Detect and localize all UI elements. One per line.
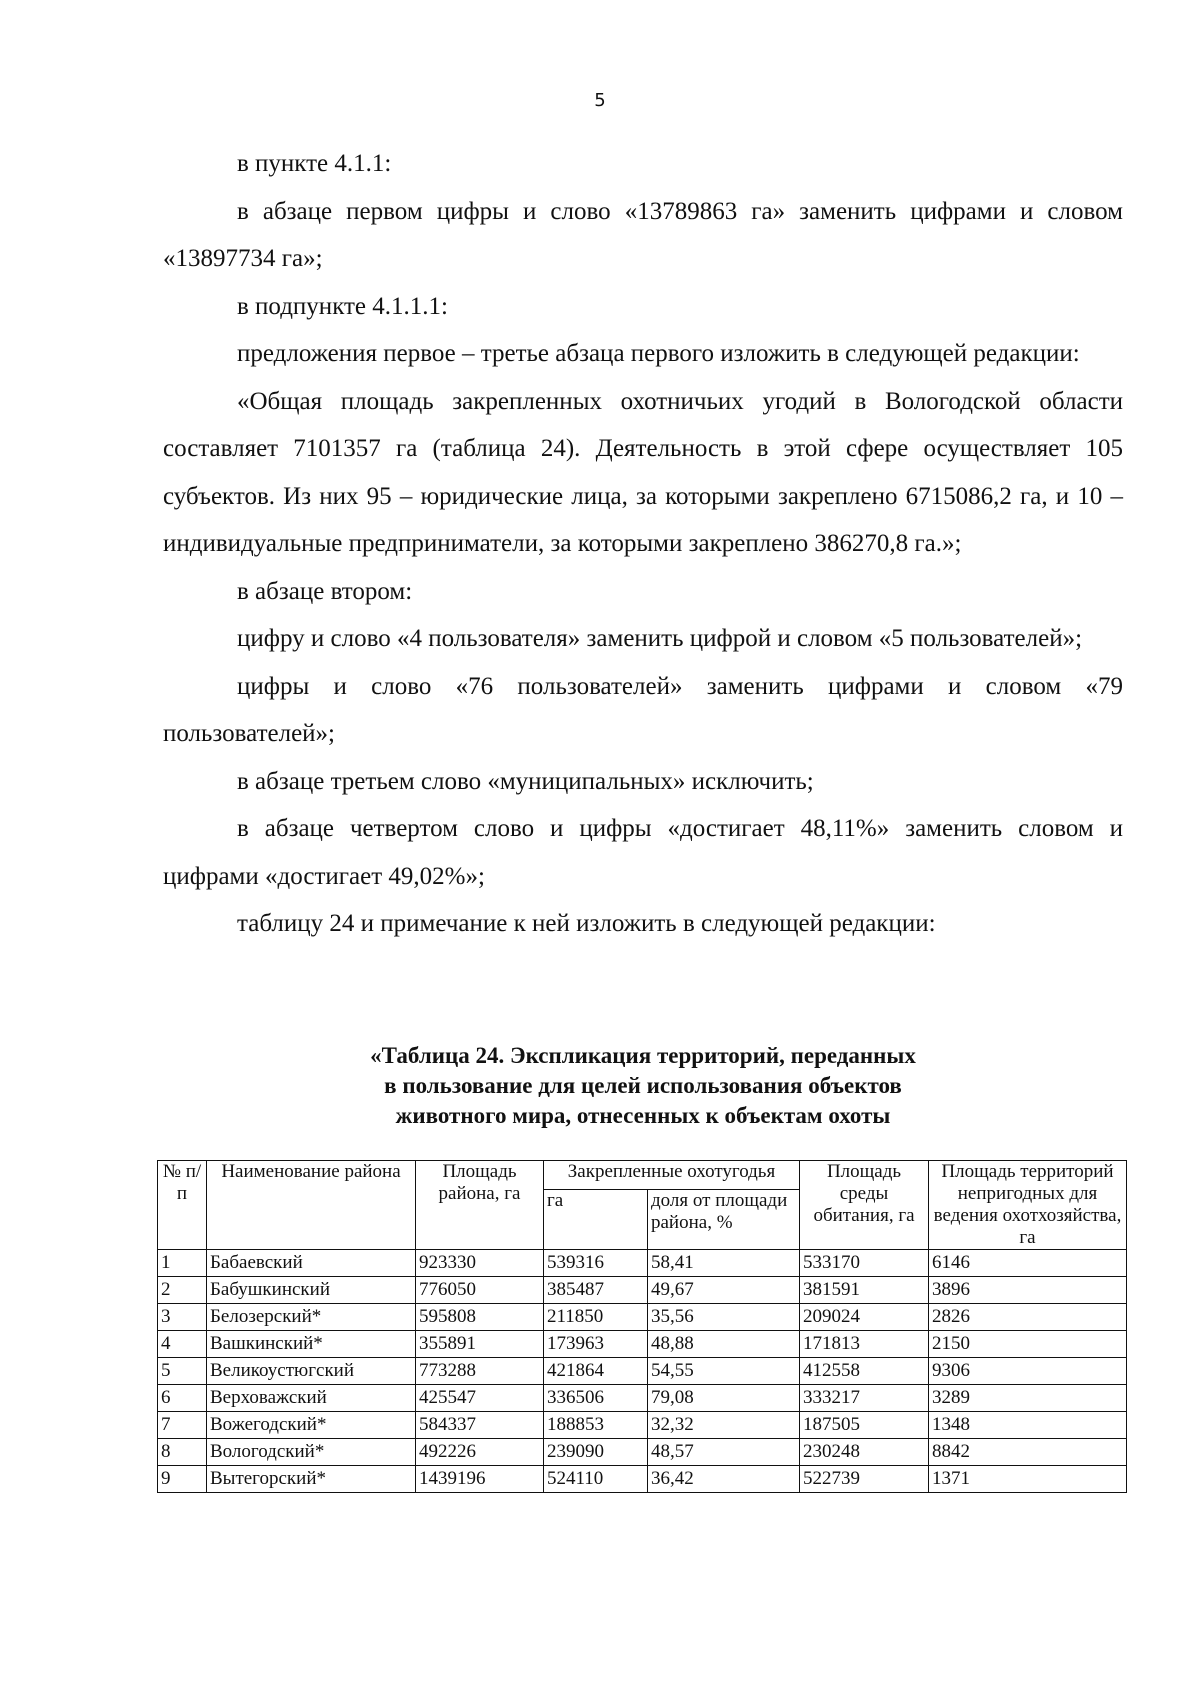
paragraph: цифру и слово «4 пользователя» заменить цифрой и словом «5 пользователей»;	[237, 625, 1083, 652]
explication-table	[157, 1160, 1127, 1493]
cell-district-area: 773288	[416, 1358, 544, 1385]
table-row	[158, 1358, 1127, 1385]
table-row	[158, 1385, 1127, 1412]
cell-assigned-ha: 173963	[544, 1331, 648, 1358]
cell-num: 2	[158, 1277, 207, 1304]
paragraph: предложения первое – третье абзаца первого изложить в следующей редакции:	[237, 340, 1080, 367]
paragraph: в абзаце первом цифры и слово «13789863 га» заменить цифрами и словом «13897734 га»;	[163, 197, 1123, 272]
header-assigned-share: доля от площади района, %	[648, 1190, 800, 1250]
cell-assigned-share: 35,56	[648, 1304, 800, 1331]
cell-assigned-ha: 421864	[544, 1358, 648, 1385]
cell-assigned-share: 79,08	[648, 1385, 800, 1412]
cell-district-name: Бабаевский	[207, 1250, 416, 1277]
cell-num: 8	[158, 1439, 207, 1466]
cell-num: 1	[158, 1250, 207, 1277]
cell-district-name: Вожегодский*	[207, 1412, 416, 1439]
paragraph: цифры и слово «76 пользователей» заменить цифрами и словом «79 пользователей»;	[163, 672, 1123, 747]
cell-district-name: Верховажский	[207, 1385, 416, 1412]
cell-assigned-ha: 188853	[544, 1412, 648, 1439]
cell-unsuitable-area: 9306	[929, 1358, 1127, 1385]
cell-unsuitable-area: 2150	[929, 1331, 1127, 1358]
cell-num: 7	[158, 1412, 207, 1439]
header-assigned-lands: Закрепленные охотугодья	[544, 1161, 800, 1190]
paragraph: в пункте 4.1.1:	[237, 150, 392, 177]
cell-assigned-ha: 524110	[544, 1466, 648, 1493]
cell-assigned-share: 36,42	[648, 1466, 800, 1493]
cell-habitat-area: 209024	[800, 1304, 929, 1331]
cell-unsuitable-area: 1348	[929, 1412, 1127, 1439]
table-caption	[163, 1041, 1123, 1131]
cell-district-name: Бабушкинский	[207, 1277, 416, 1304]
header-habitat-area: Площадь среды обитания, га	[800, 1161, 929, 1250]
cell-habitat-area: 230248	[800, 1439, 929, 1466]
cell-district-name: Вытегорский*	[207, 1466, 416, 1493]
header-district-name: Наименование района	[207, 1161, 416, 1250]
cell-habitat-area: 533170	[800, 1250, 929, 1277]
cell-habitat-area: 171813	[800, 1331, 929, 1358]
cell-num: 6	[158, 1385, 207, 1412]
header-num: № п/п	[158, 1161, 207, 1250]
document-body	[163, 140, 1123, 948]
cell-district-area: 776050	[416, 1277, 544, 1304]
cell-num: 5	[158, 1358, 207, 1385]
cell-assigned-share: 48,88	[648, 1331, 800, 1358]
cell-unsuitable-area: 3896	[929, 1277, 1127, 1304]
cell-assigned-ha: 385487	[544, 1277, 648, 1304]
cell-district-area: 492226	[416, 1439, 544, 1466]
cell-num: 9	[158, 1466, 207, 1493]
cell-district-name: Вашкинский*	[207, 1331, 416, 1358]
cell-assigned-share: 58,41	[648, 1250, 800, 1277]
header-district-area: Площадь района, га	[416, 1161, 544, 1250]
cell-assigned-share: 54,55	[648, 1358, 800, 1385]
cell-assigned-share: 32,32	[648, 1412, 800, 1439]
cell-assigned-ha: 211850	[544, 1304, 648, 1331]
cell-district-area: 595808	[416, 1304, 544, 1331]
table-caption-line: в пользование для целей использования объектов	[384, 1073, 902, 1098]
cell-district-area: 923330	[416, 1250, 544, 1277]
cell-unsuitable-area: 2826	[929, 1304, 1127, 1331]
cell-district-area: 584337	[416, 1412, 544, 1439]
table-row	[158, 1250, 1127, 1277]
cell-district-area: 1439196	[416, 1466, 544, 1493]
paragraph: в абзаце втором:	[237, 577, 413, 605]
table-row	[158, 1466, 1127, 1493]
cell-assigned-share: 48,57	[648, 1439, 800, 1466]
table-caption-line: «Таблица 24. Экспликация территорий, переданных	[370, 1043, 916, 1068]
table-row	[158, 1304, 1127, 1331]
paragraph: в абзаце третьем слово «муниципальных» исключить;	[237, 767, 814, 795]
cell-assigned-share: 49,67	[648, 1277, 800, 1304]
table-row	[158, 1331, 1127, 1358]
cell-habitat-area: 187505	[800, 1412, 929, 1439]
page-number: 5	[594, 90, 606, 111]
header-unsuitable-area: Площадь территорий непригодных для ведения охотхозяйства, га	[929, 1161, 1127, 1250]
cell-unsuitable-area: 3289	[929, 1385, 1127, 1412]
cell-district-name: Белозерский*	[207, 1304, 416, 1331]
cell-district-name: Вологодский*	[207, 1439, 416, 1466]
paragraph: «Общая площадь закрепленных охотничьих угодий в Вологодской области составляет 7101357 га (таблица 24). Деятельность в этой сфере осуществляет 105 субъектов. Из них 95 – юридические лица, за которыми закреплено 6715086,2 га, и 10 – индивидуальные предприниматели, за которыми закреплено 386270,8 га.»;	[163, 387, 1123, 557]
cell-habitat-area: 381591	[800, 1277, 929, 1304]
paragraph: в подпункте 4.1.1.1:	[237, 292, 448, 320]
cell-unsuitable-area: 1371	[929, 1466, 1127, 1493]
table-row	[158, 1439, 1127, 1466]
cell-unsuitable-area: 8842	[929, 1439, 1127, 1466]
cell-habitat-area: 412558	[800, 1358, 929, 1385]
cell-district-name: Великоустюгский	[207, 1358, 416, 1385]
table-caption-line: животного мира, отнесенных к объектам охоты	[395, 1103, 891, 1128]
cell-unsuitable-area: 6146	[929, 1250, 1127, 1277]
cell-num: 4	[158, 1331, 207, 1358]
cell-num: 3	[158, 1304, 207, 1331]
cell-habitat-area: 333217	[800, 1385, 929, 1412]
cell-assigned-ha: 239090	[544, 1439, 648, 1466]
table-row	[158, 1277, 1127, 1304]
cell-assigned-ha: 539316	[544, 1250, 648, 1277]
cell-habitat-area: 522739	[800, 1466, 929, 1493]
table-row	[158, 1412, 1127, 1439]
header-assigned-ha: га	[544, 1190, 648, 1250]
cell-district-area: 355891	[416, 1331, 544, 1358]
paragraph: таблицу 24 и примечание к ней изложить в следующей редакции:	[237, 910, 936, 937]
paragraph: в абзаце четвертом слово и цифры «достигает 48,11%» заменить словом и цифрами «достигает 49,02%»;	[163, 815, 1123, 890]
cell-district-area: 425547	[416, 1385, 544, 1412]
cell-assigned-ha: 336506	[544, 1385, 648, 1412]
